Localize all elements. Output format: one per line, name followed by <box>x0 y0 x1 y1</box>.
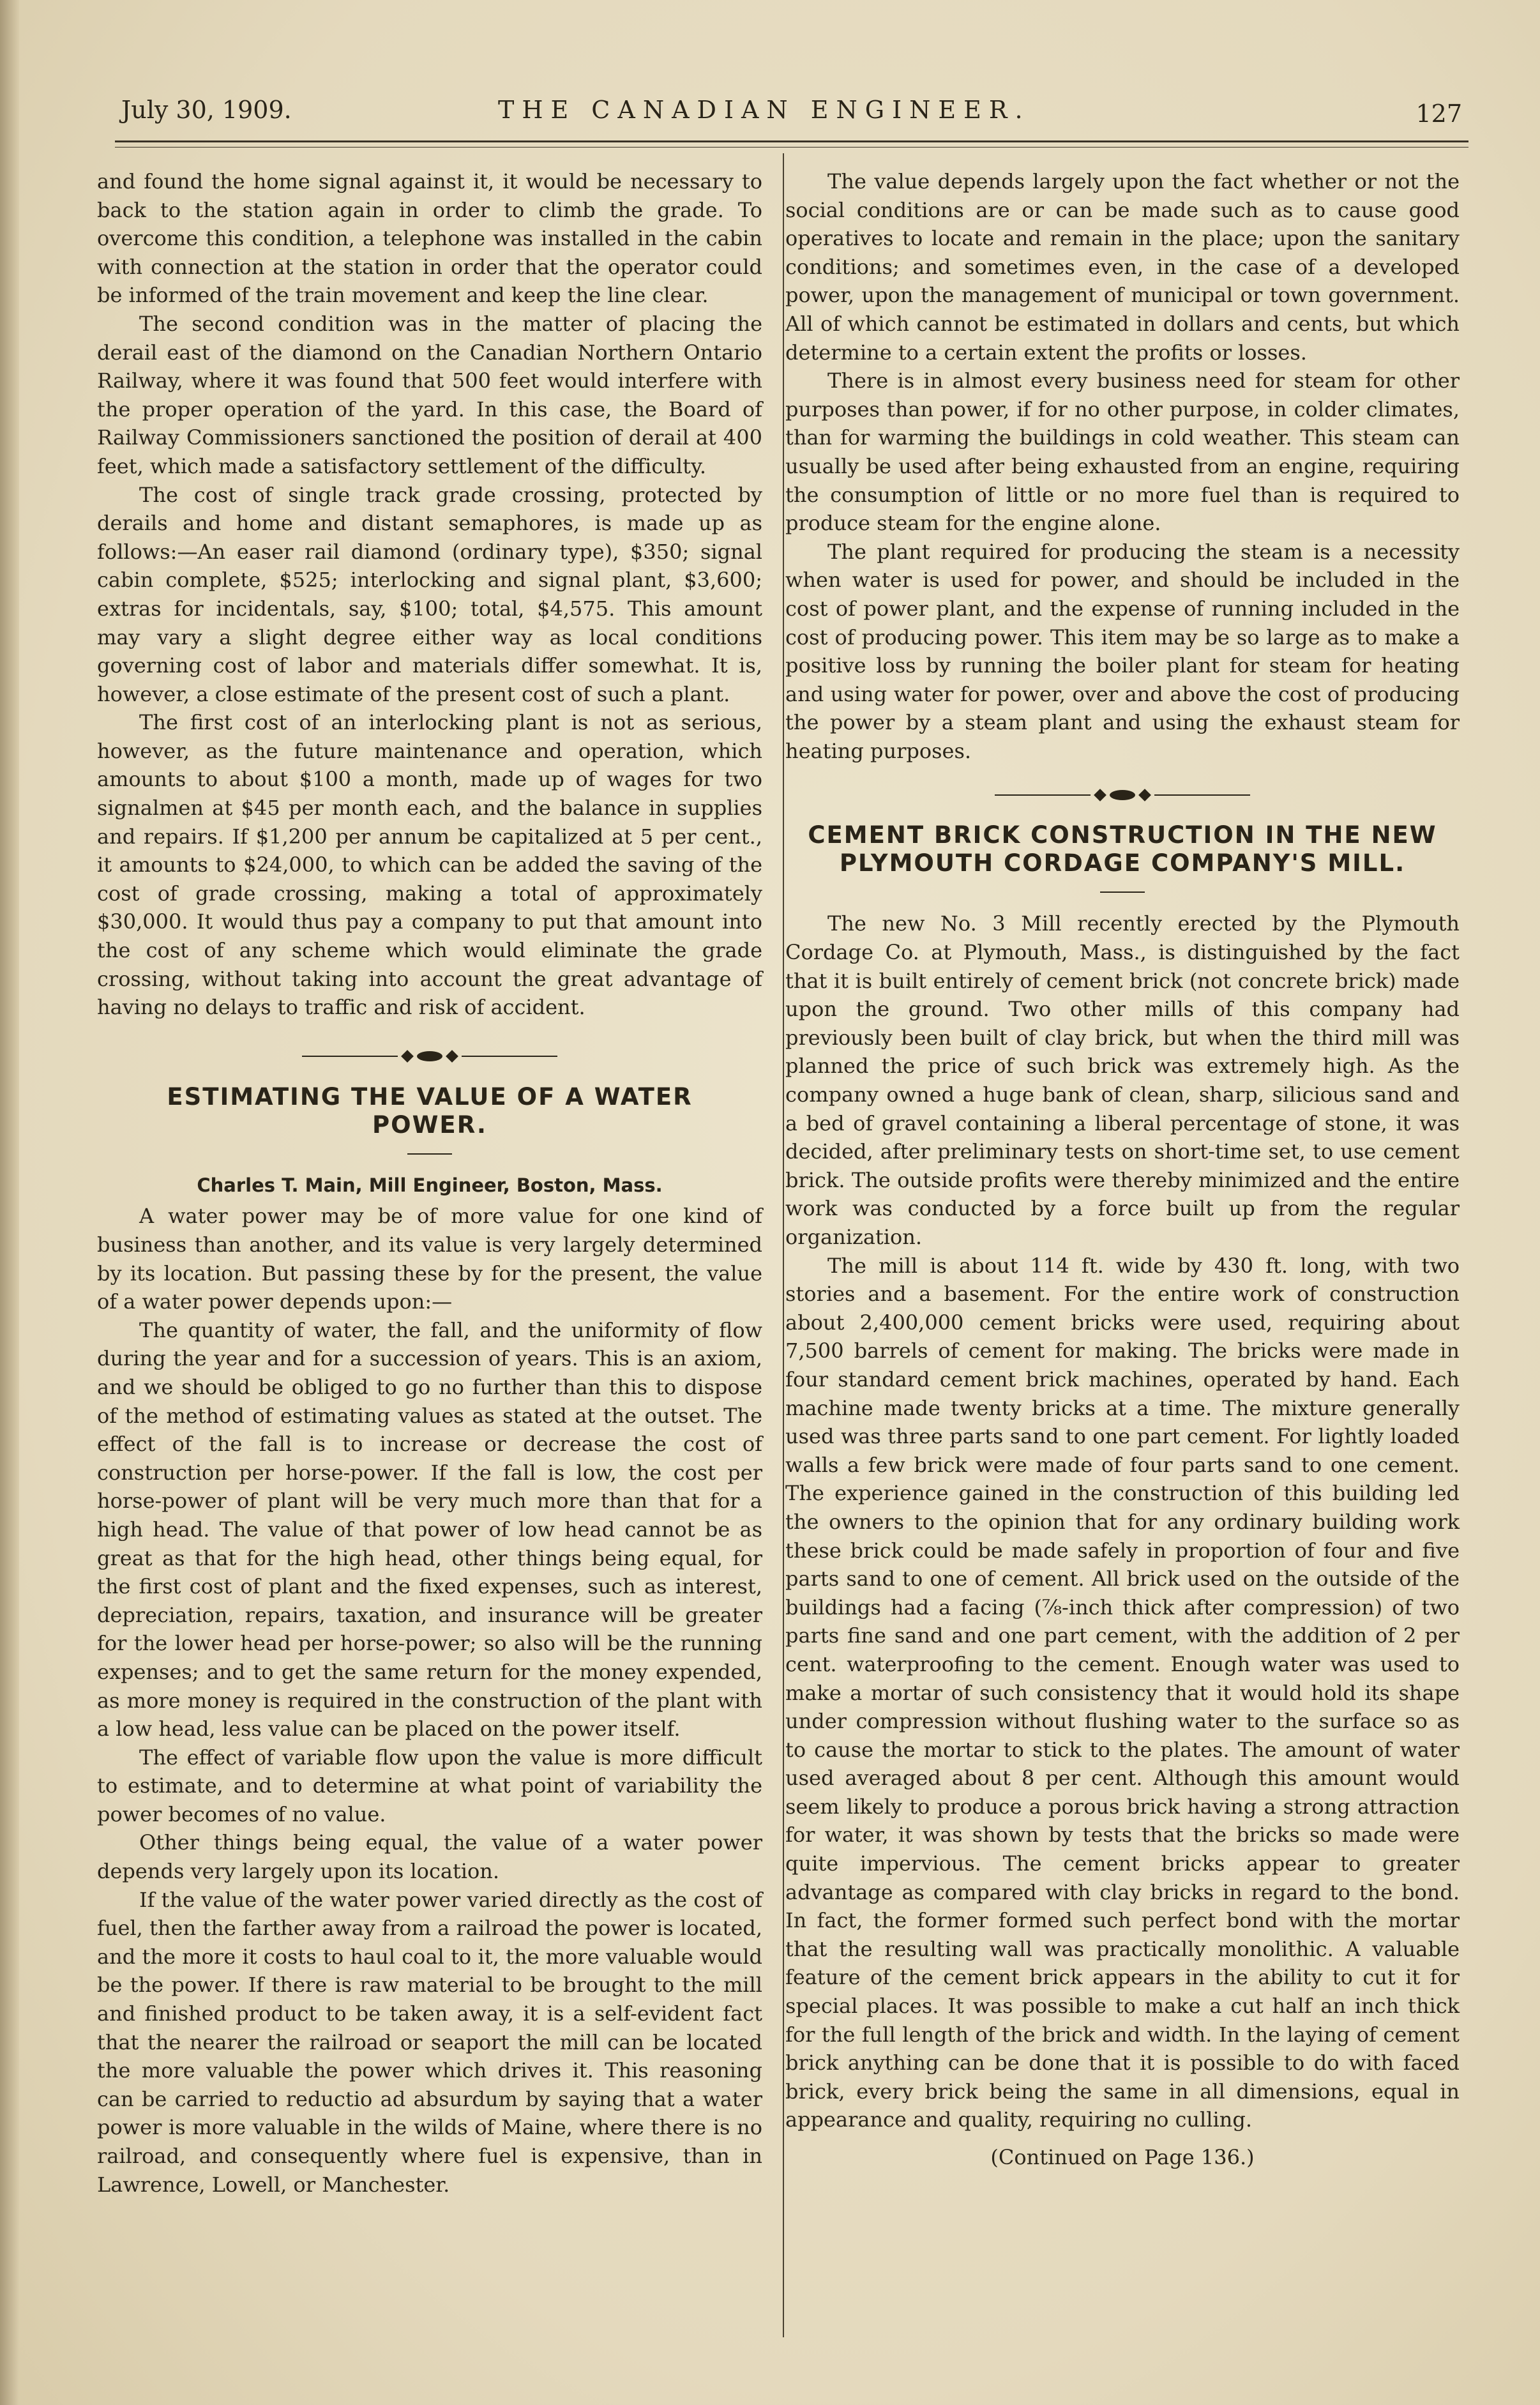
paragraph: The new No. 3 Mill recently erected by the Plymouth Cordage Co. at Plymouth, Mass., is distinguished by the fact that it is built entirely of cement brick (not concrete brick) made upon the ground. Two other mills of this company had previously been built of clay brick, but when the third mill was planned the price of such brick was extremely high. As the company owned a huge bank of clean, sharp, silicious sand and a bed of gravel containing a liberal percentage of stone, it was decided, after preliminary tests on short-time set, to use cement brick. The outside profits were thereby minimized and the entire work was conducted by a force built up from the regular organization. <box>785 911 1460 1249</box>
section-ornament <box>785 779 1460 807</box>
paragraph: The quantity of water, the fall, and the uniformity of flow during the year and for a succession of years. This is an axiom, and we should be obliged to go no further than this to dispose of the method of estimating values as stated at the outset. The effect of the fall is to increase or decrease the cost of construction per horse-power. If the fall is low, the cost per horse-power of plant will be very much more than that for a high head. The value of that power of low head cannot be as great as that for the high head, other things being equal, for the first cost of plant and the fixed expenses, such as interest, depreciation, repairs, taxation, and insurance will be greater for the lower head per horse-power; so also will be the running expenses; and to get the same return for the money expended, as more money is required in the construction of the plant with a low head, less value can be placed on the power itself. <box>97 1317 762 1741</box>
paragraph: A water power may be of more value for one kind of business than another, and its value is very largely determined by its location. But passing these by for the present, the value of a water power depends upon:— <box>97 1204 762 1314</box>
header-rule-thin <box>115 147 1468 148</box>
article-title: ESTIMATING THE VALUE OF A WATER POWER. <box>167 1082 693 1139</box>
title-rule <box>407 1153 452 1155</box>
column-divider <box>783 153 784 2337</box>
paragraph: and found the home signal against it, it would be necessary to back to the station again in order to climb the grade. To overcome this condition, a telephone was installed in the cabin with connection at the station in order that the operator could be informed of the train movement and keep the line clear. <box>97 169 762 308</box>
section-ornament <box>97 1041 762 1069</box>
binding-spine <box>0 0 19 2405</box>
paragraph: The plant required for producing the steam is a necessity when water is used for power, and should be included in the cost of power plant, and the expense of running included in the cost of producing power. This item may be so large as to make a positive loss by running the boiler plant for steam for heating and using water for power, over and above the cost of producing the power by a steam plant and using the exhaust steam for heating purposes. <box>785 539 1460 763</box>
page-number: 127 <box>1415 100 1462 128</box>
issue-date: July 30, 1909. <box>121 96 292 124</box>
paragraph: The mill is about 114 ft. wide by 430 ft. long, with two stories and a basement. For the entire work of construction about 2,400,000 cement bricks were used, requiring about 7,500 barrels of cement for making. The bricks were made in four standard cement brick machines, operated by hand. Each machine made twenty bricks at a time. The mixture generally used was three parts sand to one part cement. For lightly loaded walls a few brick were made of four parts sand to one cement. The experience gained in the construction of this building led the owners to the opinion that for any ordinary building work these brick could be made safely in proportion of four and five parts sand to one of cement. All brick used on the outside of the buildings had a facing (⅞-inch thick after compression) of two parts fine sand and one part cement, with the addition of 2 per cent. waterproofing to the cement. Enough water was used to make a mortar of such consistency that it would hold its shape under compression without flushing water to the surface so as to cause the mortar to stick to the plates. The amount of water used averaged about 8 per cent. Although this amount would seem likely to produce a porous brick having a strong attraction for water, it was shown by tests that the bricks so made were quite impervious. The cement bricks appear to greater advantage as compared with clay bricks in regard to the bond. In fact, the former formed such perfect bond with the mortar that the resulting wall was practically monolithic. A valuable feature of the cement brick appears in the ability to cut it for special places. It was possible to make a cut half an inch thick for the full length of the brick and width. In the laying of cement brick anything can be done that it is possible to do with faced brick, every brick being the same in all dimensions, equal in appearance and quality, requiring no culling. <box>785 1253 1460 2132</box>
header-rule-thick <box>115 140 1468 142</box>
paragraph: The first cost of an interlocking plant is not as serious, however, as the future maintenance and operation, which amounts to about $100 a month, made up of wages for two signalmen at $45 per month each, and the balance in supplies and repairs. If $1,200 per annum be capitalized at 5 per cent., it amounts to $24,000, to which can be added the saving of the cost of grade crossing, making a total of approximately $30,000. It would thus pay a company to put that amount into the cost of any scheme which would eliminate the grade crossing, without taking into account the great advantage of having no delays to traffic and risk of accident. <box>97 710 762 1020</box>
paragraph: There is in almost every business need for steam for other purposes than power, if for no other purpose, in colder climates, than for warming the buildings in cold weather. This steam can usually be used after being exhausted from an engine, requiring the consumption of little or no more fuel than is required to produce steam for the engine alone. <box>785 368 1460 536</box>
paragraph: The cost of single track grade crossing, protected by derails and home and distant semaphores, is made up as follows:—An easer rail diamond (ordinary type), $350; signal cabin complete, $525; interlocking and signal plant, $3,600; extras for incidentals, say, $100; total, $4,575. This amount may vary a slight degree either way as local conditions governing cost of labor and materials differ somewhat. It is, however, a close estimate of the present cost of such a plant. <box>97 482 762 706</box>
journal-title: THE CANADIAN ENGINEER. <box>498 96 1030 124</box>
paragraph: If the value of the water power varied directly as the cost of fuel, then the farther away from a railroad the power is located, and the more it costs to haul coal to it, the more valuable would be the power. If there is raw material to be brought to the mill and finished product to be taken away, it is a self-evident fact that the nearer the railroad or seaport the mill can be located the more valuable the power which drives it. This reasoning can be carried to reductio ad absurdum by saying that a water power is more valuable in the wilds of Maine, where there is no railroad, and consequently where fuel is expensive, than in Lawrence, Lowell, or Manchester. <box>97 1887 762 2197</box>
right-column <box>785 167 1460 2172</box>
continued-note: (Continued on Page 136.) <box>990 2145 1255 2169</box>
article-byline: Charles T. Main, Mill Engineer, Boston, Mass. <box>197 1174 663 1196</box>
paragraph: The value depends largely upon the fact whether or not the social conditions are or can be made such as to cause good operatives to locate and remain in the place; upon the sanitary conditions; and sometimes even, in the case of a developed power, upon the management of municipal or town government. All of which cannot be estimated in dollars and cents, but which determine to a certain extent the profits or losses. <box>785 169 1460 365</box>
left-column <box>97 167 762 2199</box>
paragraph: Other things being equal, the value of a water power depends very largely upon its location. <box>97 1830 762 1884</box>
paragraph: The second condition was in the matter of placing the derail east of the diamond on the Canadian Northern Ontario Railway, where it was found that 500 feet would interfere with the proper operation of the yard. In this case, the Board of Railway Commissioners sanctioned the position of derail at 400 feet, which made a satisfactory settlement of the difficulty. <box>97 311 762 478</box>
article-title: CEMENT BRICK CONSTRUCTION IN THE NEW PLYMOUTH CORDAGE COMPANY'S MILL. <box>808 821 1437 877</box>
title-rule <box>1100 891 1145 893</box>
page-header <box>121 96 1462 128</box>
paragraph: The effect of variable flow upon the value is more difficult to estimate, and to determine at what point of variability the power becomes of no value. <box>97 1745 762 1826</box>
